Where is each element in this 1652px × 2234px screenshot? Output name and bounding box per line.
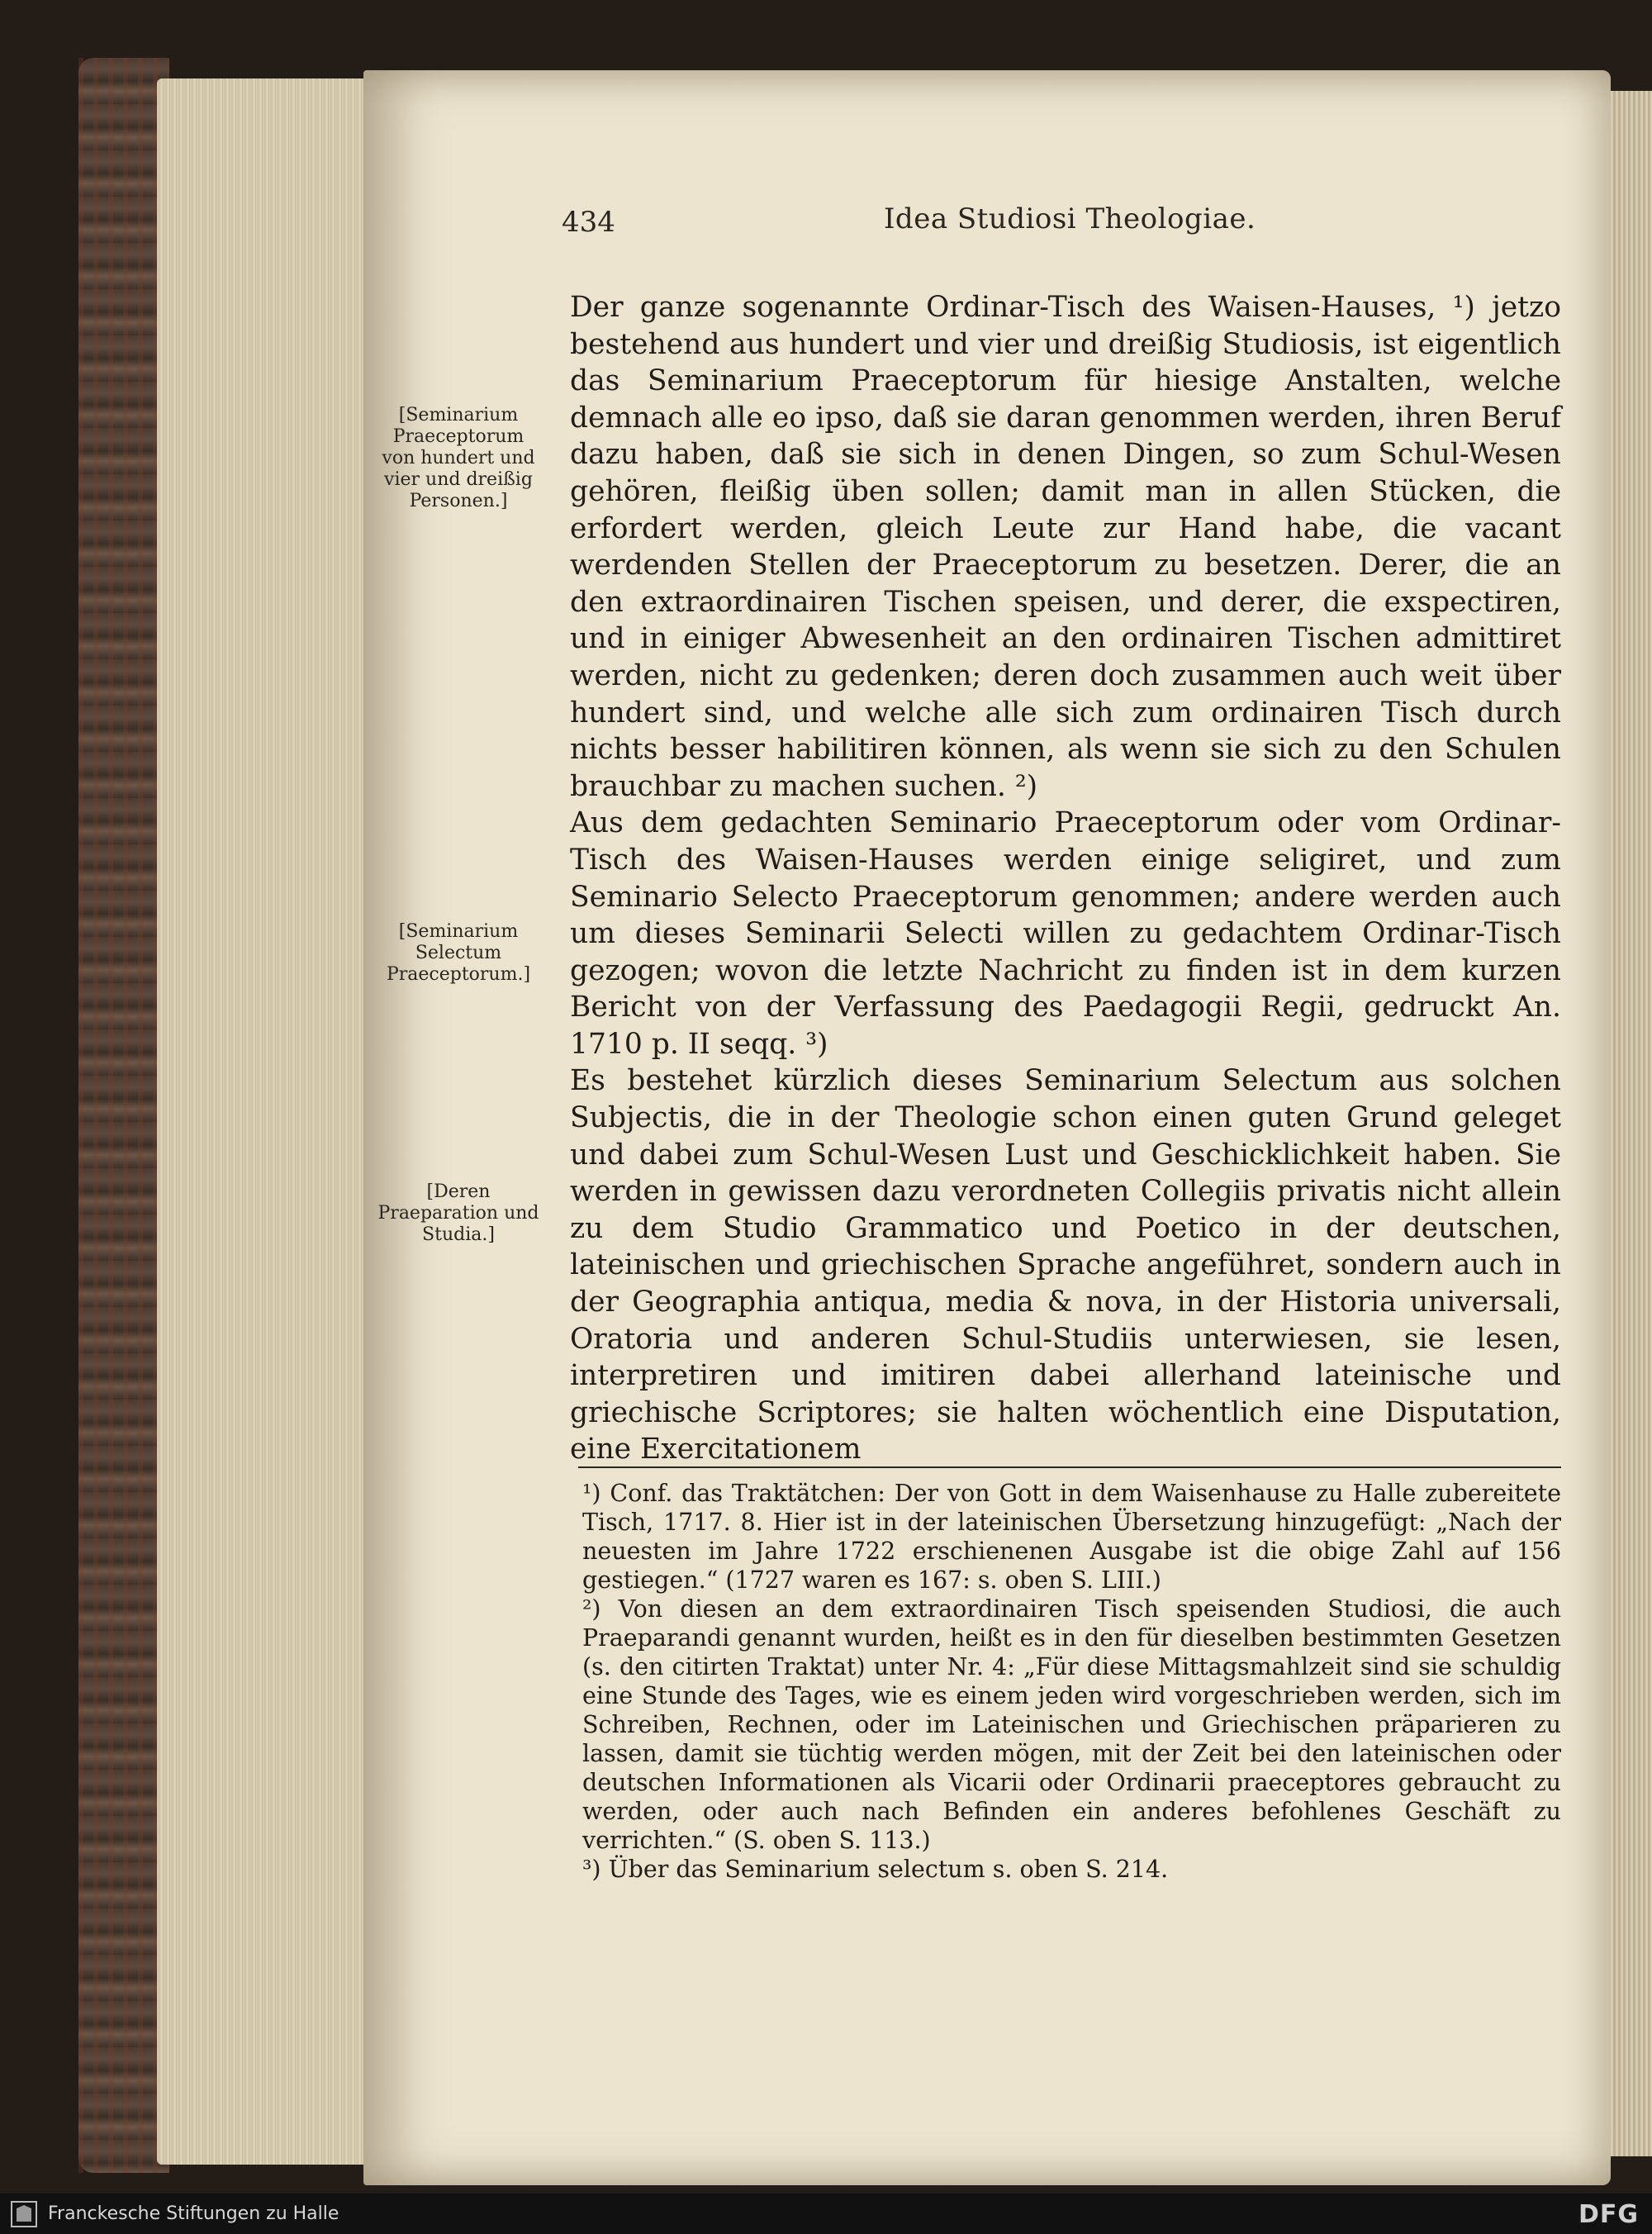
marginal-note-3: [Deren Praeparation und Studia.] [377, 1181, 539, 1245]
footnote-3: ³) Über das Seminarium selectum s. oben S. 214. [582, 1856, 1169, 1883]
paragraph-1: Der ganze sogenannte Ordinar-Tisch des Waisen-Hauses, ¹) jetzo bestehend aus hundert und vier und dreißig Studiosis, ist eigentlich das Seminarium Praeceptorum für hiesige Anstalten, welche demnach alle eo ipso, daß sie daran genommen werden, ihren Beruf dazu haben, daß sie sich in denen Dingen, so zum Schul-Wesen gehören, fleißig üben sollen; damit man in allen Stücken, die erfordert werden, gleich Leute zur Hand habe, die vacant werdenden Stellen der Praeceptorum zu besetzen. Derer, die an den extraordinairen Tischen speisen, und derer, die exspectiren, und in einiger Abwesenheit an den ordinairen Tischen admittiret werden, nicht zu gedenken; deren doch zusammen auch weit über hundert sind, und welche alle sich zum ordinairen Tisch durch nichts besser habilitiren können, als wenn sie sich zu den Schulen brauchbar zu machen suchen. ²) [570, 291, 1561, 803]
paragraph-2: Aus dem gedachten Seminario Praeceptorum oder vom Ordinar-Tisch des Waisen-Hauses werden einige seligiret, und zum Seminario Selecto Praeceptorum genommen; andere werden auch um dieses Seminarii Selecti willen zu gedachtem Ordinar-Tisch gezogen; wovon die letzte Nachricht zu finden ist in dem kurzen Bericht von der Verfassung des Paedagogii Regii, gedruckt An. 1710 p. II seqq. ³) [570, 806, 1561, 1061]
main-text [570, 289, 1561, 1468]
page-edges [157, 78, 372, 2165]
institution-name: Franckesche Stiftungen zu Halle [48, 2203, 339, 2224]
book-spine [78, 58, 169, 2173]
page-number: 434 [562, 206, 615, 239]
footnote-rule [578, 1466, 1561, 1468]
footnotes [582, 1479, 1561, 1884]
marginal-note-2: [Seminarium Selectum Praeceptorum.] [386, 921, 531, 985]
marginal-note-1: [Seminarium Praeceptorum von hundert und vier und dreißig Personen.] [382, 405, 535, 511]
paragraph-3: Es bestehet kürzlich dieses Seminarium Selectum aus solchen Subjectis, die in der Theologie schon einen guten Grund geleget und dabei zum Schul-Wesen Lust und Geschicklichkeit haben. Sie werden in gewissen dazu verordneten Collegiis privatis nicht allein zu dem Studio Grammatico und Poetico in der deutschen, lateinischen und griechischen Sprache angeführet, sondern auch in der Geographia antiqua, media & nova, in der Historia universali, Oratoria und anderen Schul-Studiis unterwiesen, sie lesen, interpretiren und imitiren dabei allerhand lateinische und griechische Scriptores; sie halten wöchentlich eine Disputation, eine Exercitationem [570, 1064, 1561, 1466]
page-header [562, 202, 1561, 244]
footnote-2: ²) Von diesen an dem extraordinairen Tisch speisenden Studiosi, die auch Praeparandi genannt wurden, heißt es in den für dieselben bestimmten Gesetzen (s. den citirten Traktat) unter Nr. 4: „Für diese Mittagsmahlzeit sind sie schuldig eine Stunde des Tages, wie es einem jeden wird vorgeschrieben werden, sich im Schreiben, Rechnen, oder im Lateinischen und Griechischen präparieren zu lassen, damit sie tüchtig werden mögen, mit der Zeit bei den lateinischen oder deutschen Informationen als Vicarii oder Ordinarii praeceptores gebraucht zu werden, oder auch nach Befinden ein anderes befohlenes Geschäft zu verrichten.“ (S. oben S. 113.) [582, 1595, 1561, 1854]
dfg-logo: DFG [1578, 2200, 1639, 2229]
running-head: Idea Studiosi Theologiae. [884, 202, 1256, 235]
footnote-1: ¹) Conf. das Traktätchen: Der von Gott in dem Waisenhause zu Halle zubereitete Tisch, 1717. 8. Hier ist in der lateinischen Übersetzung hinzugefügt: „Nach der neuesten im Jahre 1722 erschienenen Ausgabe ist die obige Zahl auf 156 gestiegen.“ (1727 waren es 167: s. oben S. LIII.) [582, 1480, 1561, 1594]
right-page-edge [1611, 91, 1652, 2156]
institution-logo-icon [10, 2200, 38, 2228]
footer-strip [0, 2194, 1652, 2234]
